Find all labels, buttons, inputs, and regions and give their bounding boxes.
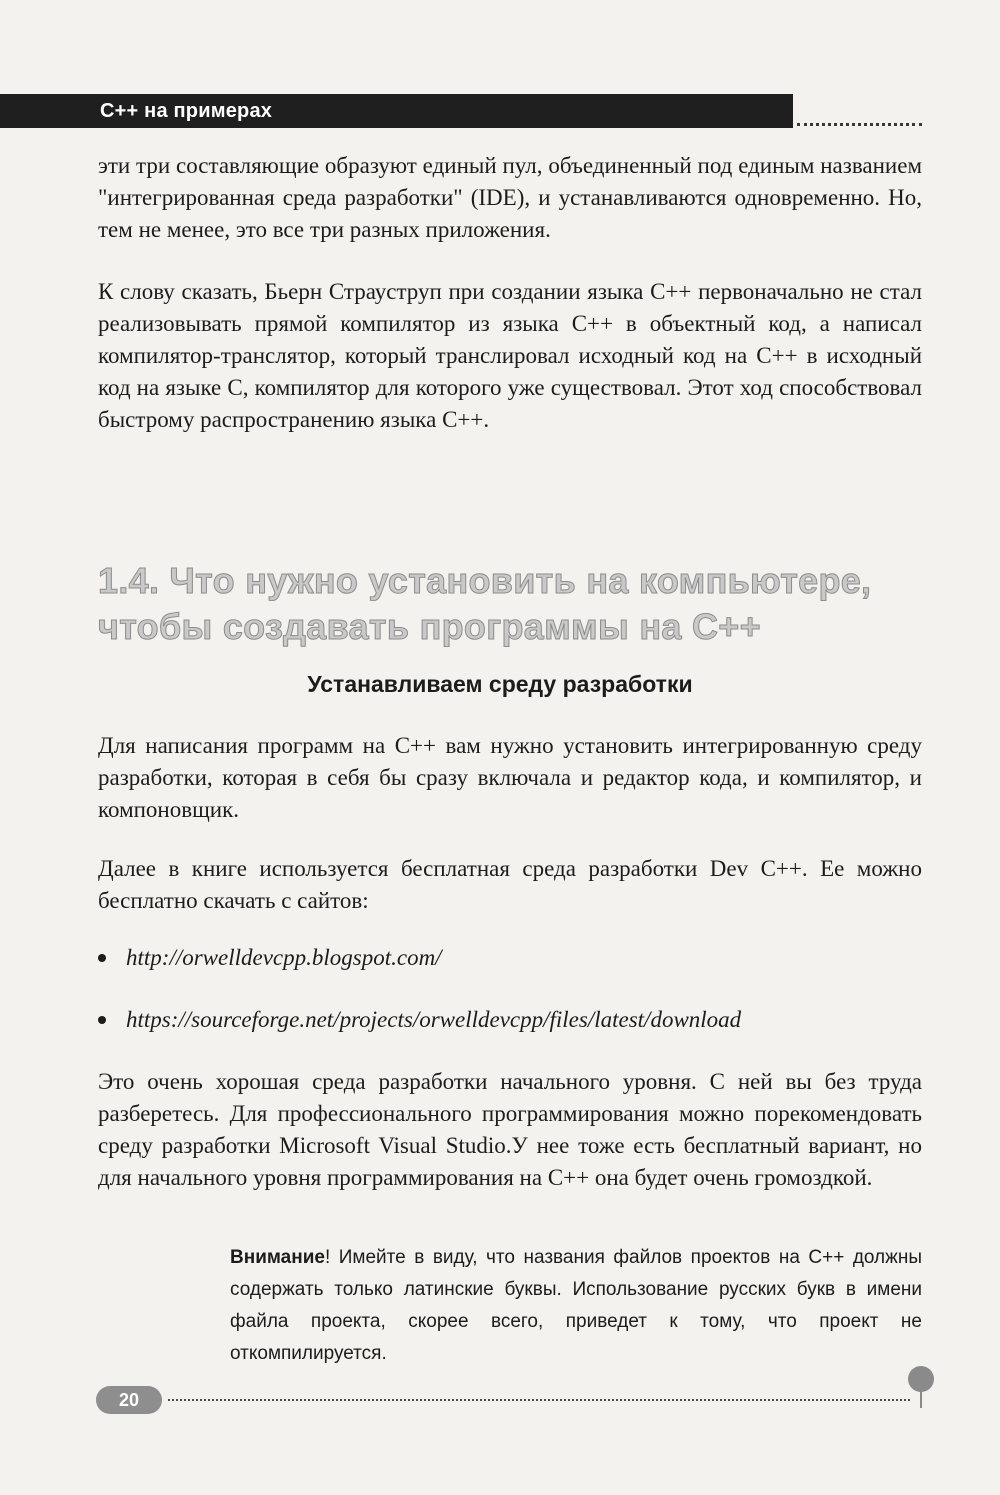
footer-ornament-stem [920,1390,922,1408]
footer-ornament-icon [908,1366,934,1392]
running-header-title: C++ на примерах [100,100,273,122]
section-heading-line-1: 1.4. Что нужно установить на компьютере, [98,560,872,601]
footer-dotted-rule [168,1399,910,1401]
list-item [98,1004,741,1036]
link-orwelldevcpp-blog[interactable]: http://orwelldevcpp.blogspot.com/ [126,945,442,970]
paragraph-stroustrup: К слову сказать, Бьерн Страуструп при создании языка С++ первоначально не стал реализовывать прямой компилятор из языка С++ в объектный код, а написал компилятор-транслятор, который транслировал исходный код на С++ в исходный код на языке С, компилятор для которого уже существовал. Этот ход способствовал быстрому распространению языка С++. [98,279,922,432]
link-sourceforge-download[interactable]: https://sourceforge.net/projects/orwelldevcpp/files/latest/download [126,1007,742,1032]
section-heading [98,558,958,650]
section-subheading: Устанавливаем среду разработки [307,671,693,697]
paragraph-visual-studio: Это очень хорошая среда разработки начального уровня. С ней вы без труда разберетесь. Для профессионального программирования можно порекомендовать среду разработки Microsoft Visual Studio.У нее тоже есть бесплатный вариант, но для начального уровня программирования на С++ она будет очень громоздкой. [98,1069,922,1190]
bullet-icon [98,1016,106,1024]
paragraph-ide-intro: эти три составляющие образуют единый пул, объединенный под единым названием "интегрированная среда разработки" (IDE), и устанавливаются одновременно. Но, тем не менее, это все три разных приложения. [98,153,922,242]
attention-note-text: ! Имейте в виду, что названия файлов проектов на С++ должны содержать только латинские буквы. Использование русских букв в имени файла проекта, скорее всего, приведет к тому, что проект не откомпилируется. [230,1247,922,1364]
list-item [98,942,442,974]
attention-note [230,1242,922,1370]
page-number: 20 [96,1386,162,1414]
section-heading-line-2: чтобы создавать программы на С++ [98,606,761,647]
paragraph-dev-cpp: Далее в книге используется бесплатная среда разработки Dev C++. Ее можно бесплатно скачать с сайтов: [98,856,922,913]
header-dotted-rule [797,123,922,126]
attention-note-label: Внимание [230,1247,325,1268]
bullet-icon [98,954,106,962]
paragraph-install-ide: Для написания программ на С++ вам нужно установить интегрированную среду разработки, которая в себя бы сразу включала и редактор кода, и компилятор, и компоновщик. [98,733,922,822]
